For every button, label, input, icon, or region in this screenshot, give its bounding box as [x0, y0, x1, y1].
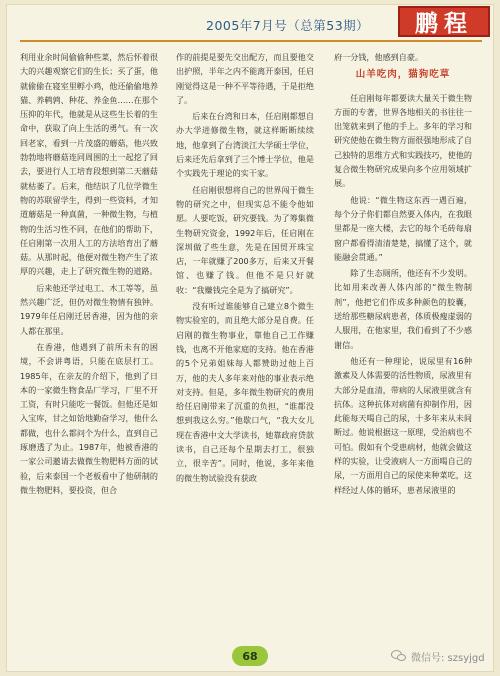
page-header: [6, 4, 494, 40]
page-number: 68: [242, 649, 258, 663]
paragraph: 在香港，他遇到了前所未有的困境，不会讲粤语，只能在底层打工。1985年，在亲友的介绍下，他到了日本的一家微生物食品厂学习，厂里不开工资，有时只能吃一餐饭。但他还是如入宝库，甘之如饴地勤奋学习，他什么都做，也什么都问个为什么，直到自己琢磨透了为止。1987年，他被香港的一家公司邀请去做微生物肥料方面的试验，后来泰国一个老板看中了他研制的微生物肥料，要投资，但合: [20, 341, 158, 495]
paragraph: 作的前提是要先交出配方，而且要他交出护照，半年之内不能离开泰国，任启刚觉得这是一种不平等待遇，于是拒绝了。: [176, 52, 314, 105]
issue-label: 2005年7月号（总第53期）: [206, 18, 370, 33]
wechat-icon: [391, 649, 407, 663]
watermark: [391, 646, 485, 666]
paragraph: 他还有一种理论，说尿里有16种激素及人体需要的活性物质，尿液里有大部分是血清，带病的人尿液里就含有抗体。这种抗体对病菌有抑制作用，因此能每天喝自己的尿，十多年来从未间断过。他说根据这一原理，受治病也不可怕。假如有个受患病材，他就会做这样的实验，让受液病人一方面喝自己的尿，一方面用自己的尿使来种菜吃，这样经过人体的循环，患者尿液里的: [334, 355, 472, 495]
paragraph: 府一分钱，他感到自豪。: [334, 52, 424, 62]
header-divider: [20, 40, 482, 42]
paragraph: 后来他还学过电工、木工等等，虽然兴趣广泛，但仍对微生物情有独钟。1979年任启刚迁居香港，因为他的亲人都在那里。: [20, 282, 158, 336]
page-number-badge: [232, 646, 268, 666]
logo-text: 鹏程: [415, 11, 473, 37]
paragraph: 任启刚很想将自己的世界闯于微生物的研究之中，但现实总不能令他如愿。人要吃饭，研究要钱。为了筹集微生物研究资金，1992年后，任启刚在深圳做了些生意，先是在国贸开珠宝店，一年就赚了200多万，后来又开餐馆、也赚了钱。但他不是只好就收：“我赚钱完全是为了搞研究”。: [176, 184, 314, 295]
paragraph: 后来在台湾和日本，任启刚都想自办大学进修微生物，就这样断断续续地，他拿到了台湾淡江大学硕士学位，后来还先后拿到了三个博士学位，他是个实践先于理论的实干家。: [176, 111, 314, 179]
section-subheading: 山羊吃肉，猫狗吃草: [355, 69, 451, 81]
paragraph: 任启刚每年都要读大量关于微生物方面的专著，世界各地相关的书往往一出笼就来到了他的手上。多年的学习和研究使他在微生物方面很强地形成了自己独特的思维方式和实践技巧，使他的复合微生物研究成果向多个应用领域扩展。: [334, 92, 472, 189]
paragraph: 除了生态厕所，他还有不少发明。比如用来改善人体内部的“微生物制剂”，他把它们作成多种颜色的胶囊，送给那些糖尿病患者，体质极瘦虚弱的人服用，在他家里，我们看到了不少感谢信。: [334, 268, 472, 350]
magazine-page: [6, 4, 494, 672]
paragraph: 没有听过谁能够自己建立8个微生物实验室的，而且绝大部分是自费。任启刚的微生物事业，靠他自己工作赚钱，也离不开他家庭的支持。他在香港的5个兄弟姐妹每人都赞助过他上百万，他的夫人多年来对他的事业表示绝对支持。但是，多年微生物研究的费用给任启刚带来了沉重的负担，“谁都没想到我这么穷。”他歇口气，“我大女儿现在香港中文大学读书，她靠政府贷款读书，自己还每个星期去打工，很独立，很辛苦”。同时，他说，多年来他的微生物试验没有获政: [176, 301, 314, 483]
paragraph: 利用业余时间偷偷种些菜，然后怀着很大的兴趣观察它们的生长；买了蛋，他就偷偷在寝室里孵小鸡，他还偷偷地养猫、养鹌鹑、种花、养金鱼……在那个压抑的年代，他就是从这些生长着的生命中，获取了向上生活的勇气。有一次回老家，看到一片茂盛的蘑菇，他兴致勃勃地将蘑菇连同周围的土一起挖了回去，要进行人工培育段想到第二天蘑菇就枯萎了。后来，他结识了几位学微生物的苏联留学生，得到一些资料，才知道蘑菇是一种真菌，一种微生物，与植物的生活习性不同，在他们的帮助下，任启刚第一次用人工的方法培育出了蘑菇。从那时起，他便对微生物产生了浓厚的兴趣，走上了研究微生物的道路。: [20, 52, 158, 277]
magazine-logo: [398, 6, 490, 37]
text-column-3: [334, 50, 472, 620]
text-column-1: [20, 50, 158, 620]
paragraph: 他说：“微生物这东西一遇百遍，每个分子你们都自然要入体内，在我眼里都是一座大楼，去它的每个毛砖每扇窗户都看得清清楚楚，搞懂了这个，就能融会贯通。”: [334, 194, 472, 262]
watermark-text: 微信号: szsyjgd: [411, 652, 485, 664]
text-column-2: [176, 50, 314, 620]
